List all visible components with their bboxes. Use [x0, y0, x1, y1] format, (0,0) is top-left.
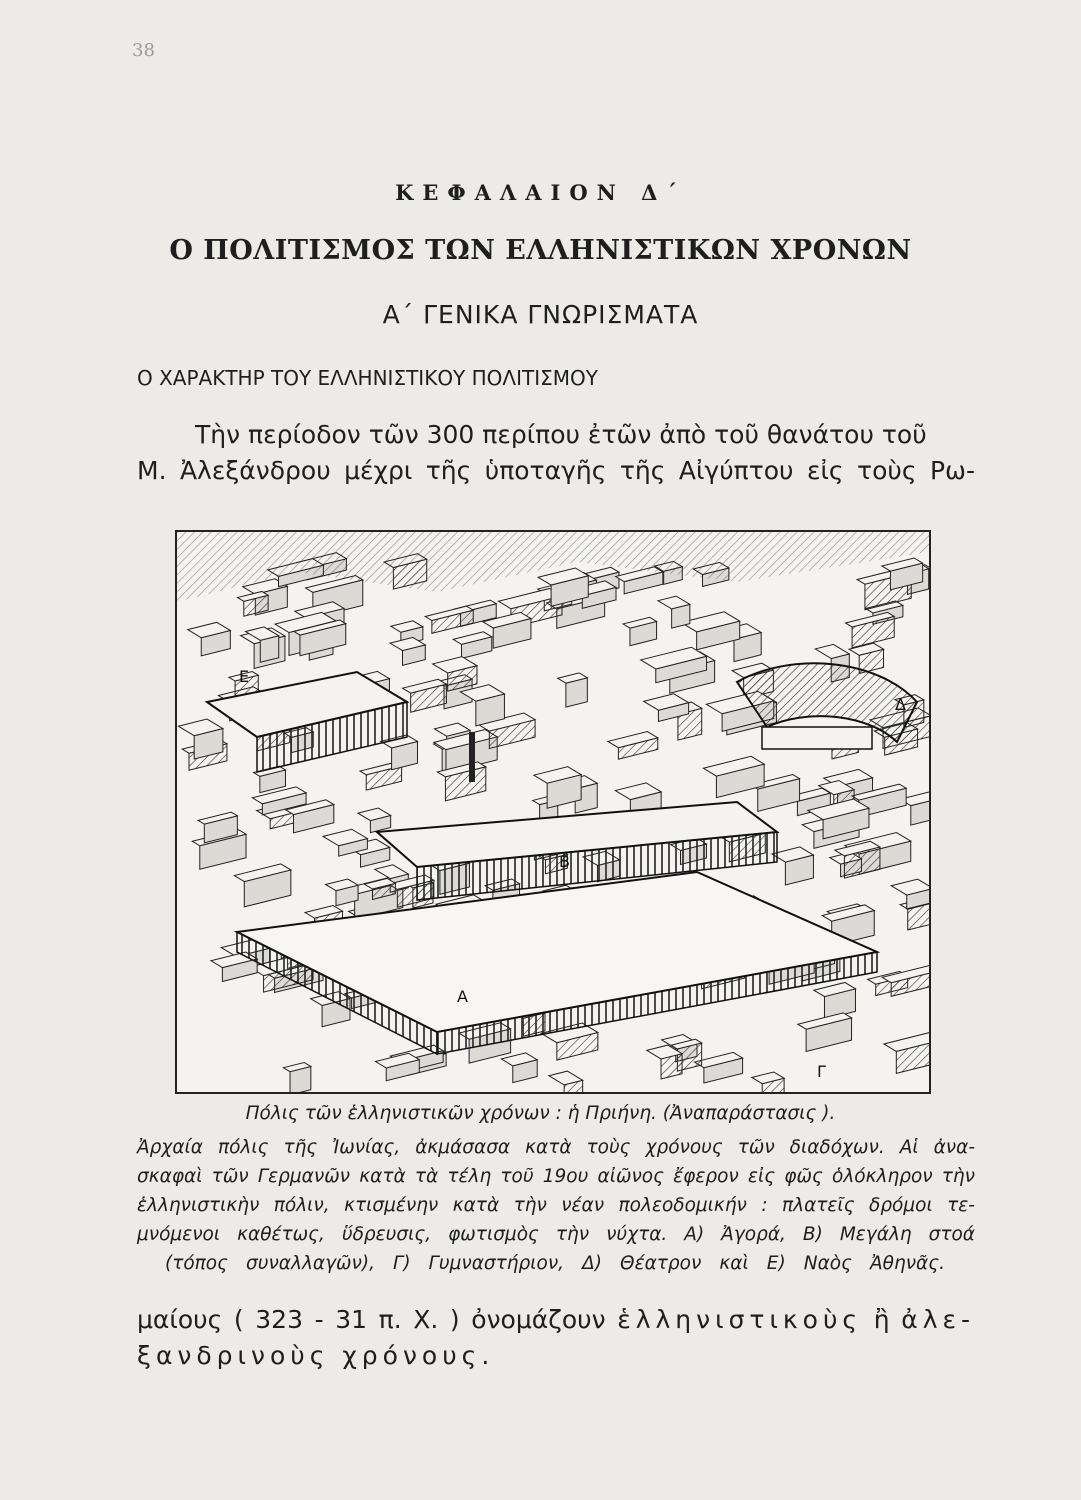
closing-text: μαίους ( 323 - 31 π. Χ. ) ὀνομάζουν — [137, 1305, 606, 1334]
closing-line-2 — [137, 1341, 975, 1370]
emphasized-term: ἑλληνιστικοὺς — [617, 1305, 863, 1334]
theatre — [737, 663, 917, 749]
figure-caption-title: Πόλις τῶν ἑλληνιστικῶν χρόνων : ἡ Πριήνη. (Ἀναπαράστασις ). — [245, 1103, 836, 1124]
caption-line: σκαφαὶ τῶν Γερμανῶν κατὰ τὰ τέλη τοῦ 19ου αἰῶνος ἔφερον εἰς φῶς ὁλόκληρον τὴν — [137, 1166, 975, 1187]
figure-label-d: Δ — [895, 695, 906, 714]
agora — [237, 872, 877, 1054]
closing-line-1 — [137, 1305, 975, 1334]
page-number: 38 — [132, 40, 155, 61]
closing-text: ἢ — [873, 1305, 890, 1334]
subsection-title: Ο ΧΑΡΑΚΤΗΡ ΤΟΥ ΕΛΛΗΝΙΣΤΙΚΟΥ ΠΟΛΙΤΙΣΜΟΥ — [137, 366, 598, 390]
caption-line: μνόμενοι καθέτως, ὕδρευσις, φωτισμὸς τὴν νύχτα. Α) Ἀγορά, Β) Μεγάλη στοά — [137, 1224, 975, 1245]
priene-reconstruction-illustration — [175, 530, 931, 1094]
chapter-label: ΚΕΦΑΛΑΙΟΝ Δ΄ — [395, 180, 686, 205]
chapter-title: Ο ΠΟΛΙΤΙΣΜΟΣ ΤΩΝ ΕΛΛΗΝΙΣΤΙΚΩΝ ΧΡΟΝΩΝ — [169, 235, 912, 266]
emphasized-term: ἀλε- — [901, 1305, 976, 1334]
city-drawing — [177, 532, 929, 1092]
figure-label-e: Ε — [239, 667, 250, 686]
caption-line: ἑλληνιστικὴν πόλιν, κτισμένην κατὰ τὴν νέαν πολεοδομικήν : πλατεῖς δρόμοι τε- — [137, 1195, 975, 1216]
paragraph-line-1: Τὴν περίοδον τῶν 300 περίπου ἐτῶν ἀπὸ τοῦ θανάτου τοῦ — [195, 420, 927, 449]
paragraph-line-2: Μ. Ἀλεξάνδρου μέχρι τῆς ὑποταγῆς τῆς Αἰγύπτου εἰς τοὺς Ρω- — [137, 456, 975, 485]
figure-label-b: Β — [559, 852, 570, 871]
figure-label-c: Γ — [817, 1062, 826, 1081]
emphasized-term: ξανδρινοὺς χρόνους. — [137, 1341, 495, 1370]
caption-line: Ἀρχαία πόλις τῆς Ἰωνίας, ἀκμάσασα κατὰ τοὺς χρόνους τῶν διαδόχων. Αἱ ἀνα- — [137, 1137, 975, 1158]
section-title: Α΄ ΓΕΝΙΚΑ ΓΝΩΡΙΣΜΑΤΑ — [382, 300, 699, 329]
caption-line: (τόπος συναλλαγῶν), Γ) Γυμναστήριον, Δ) Θέατρον καὶ Ε) Ναὸς Ἀθηνᾶς. — [165, 1253, 945, 1274]
figure-label-a: Α — [457, 987, 468, 1006]
